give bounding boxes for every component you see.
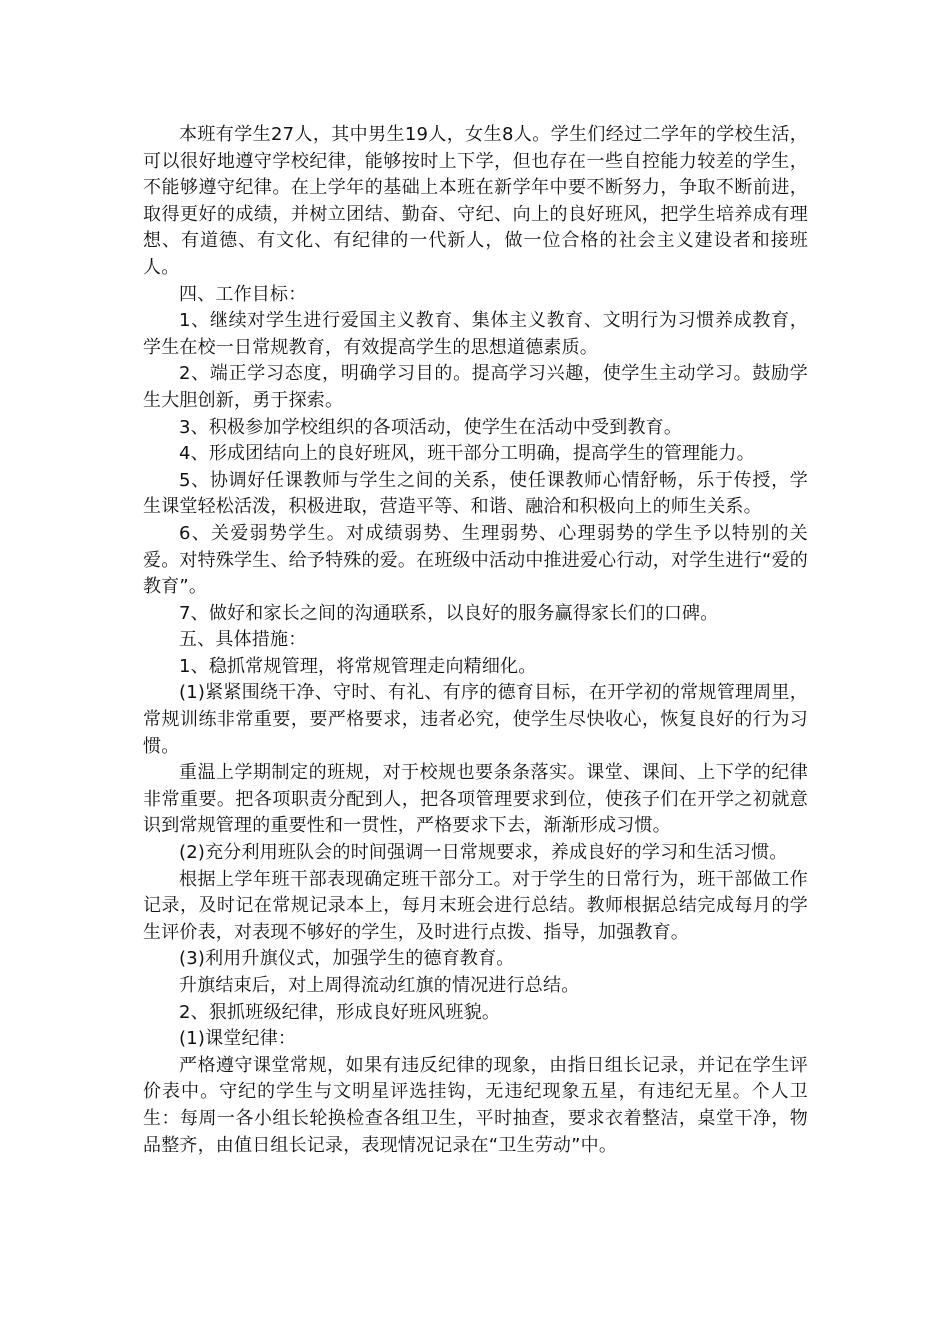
measure-paragraph: 根据上学年班干部表现确定班干部分工。对于学生的日常行为，班干部做工作记录，及时记在常规记录本上，每月末班会进行总结。教师根据总结完成每月的学生评价表，对表现不够好的学生，及时进行点拨、指导，加强教育。 [143, 868, 808, 943]
goal-item-5: 5、协调好任课教师与学生之间的关系，使任课教师心情舒畅，乐于传授，学生课堂轻松活泼，积极进取，营造平等、和谐、融洽和积极向上的师生关系。 [143, 469, 808, 518]
measure-subitem-2: (2)充分利用班队会的时间强调一日常规要求，养成良好的学习和生活习惯。 [179, 842, 788, 864]
intro-paragraph: 本班有学生27人，其中男生19人，女生8人。学生们经过二学年的学校生活，可以很好地遵守学校纪律，能够按时上下学，但也存在一些自控能力较差的学生，不能够遵守纪律。在上学年的基础上本班在新学年中要不断努力，争取不断前进，取得更好的成绩，并树立团结、勤奋、守纪、向上的良好班风，把学生培养成有理想、有道德、有文化、有纪律的一代新人，做一位合格的社会主义建设者和接班人。 [143, 124, 808, 278]
goal-item-1: 1、继续对学生进行爱国主义教育、集体主义教育、文明行为习惯养成教育，学生在校一日常规教育，有效提高学生的思想道德素质。 [143, 310, 808, 358]
measure-paragraph: 重温上学期制定的班规，对于校规也要条条落实。课堂、课间、上下学的纪律非常重要。把各项职责分配到人，把各项管理要求到位，使孩子们在开学之初就意识到常规管理的重要性和一贯性，严格要求下去，渐渐形成习惯。 [143, 762, 808, 837]
goal-item-6: 6、关爱弱势学生。对成绩弱势、生理弱势、心理弱势的学生予以特别的关爱。对特殊学生、给予特殊的爱。在班级中活动中推进爱心行动，对学生进行“爱的教育”。 [143, 522, 808, 598]
section-heading-goals: 四、工作目标： [179, 283, 307, 305]
goal-item-4: 4、形成团结向上的良好班风，班干部分工明确，提高学生的管理能力。 [179, 443, 755, 465]
measure-subitem-1: (1)紧紧围绕干净、守时、有礼、有序的德育目标，在开学初的常规管理周里，常规训练非常重要，要严格要求，违者必究，使学生尽快收心，恢复良好的行为习惯。 [143, 682, 808, 757]
goal-item-3: 3、积极参加学校组织的各项活动，使学生在活动中受到教育。 [179, 416, 683, 438]
measure-subitem-classroom: (1)课堂纪律： [179, 1028, 297, 1050]
goal-item-7: 7、做好和家长之间的沟通联系，以良好的服务赢得家长们的口碑。 [179, 602, 719, 624]
goal-item-2: 2、端正学习态度，明确学习目的。提高学习兴趣，使学生主动学习。鼓励学生大胆创新，勇于探索。 [143, 363, 808, 411]
measure-subitem-3: (3)利用升旗仪式，加强学生的德育教育。 [179, 948, 515, 970]
measure-item-1: 1、稳抓常规管理，将常规管理走向精细化。 [179, 655, 537, 677]
document-body [143, 122, 808, 1159]
measure-item-2: 2、狠抓班级纪律，形成良好班风班貌。 [179, 1001, 501, 1023]
measure-paragraph: 升旗结束后，对上周得流动红旗的情况进行总结。 [179, 975, 580, 996]
measure-paragraph: 严格遵守课堂常规，如果有违反纪律的现象，由指日组长记录，并记在学生评价表中。守纪的学生与文明星评选挂钩，无违纪现象五星，有违纪无星。个人卫生：每周一各小组长轮换检查各组卫生，平时抽查，要求衣着整洁，桌堂干净，物品整齐，由值日组长记录，表现情况记录在“卫生劳动”中。 [143, 1054, 808, 1156]
section-heading-measures: 五、具体措施： [179, 629, 307, 651]
